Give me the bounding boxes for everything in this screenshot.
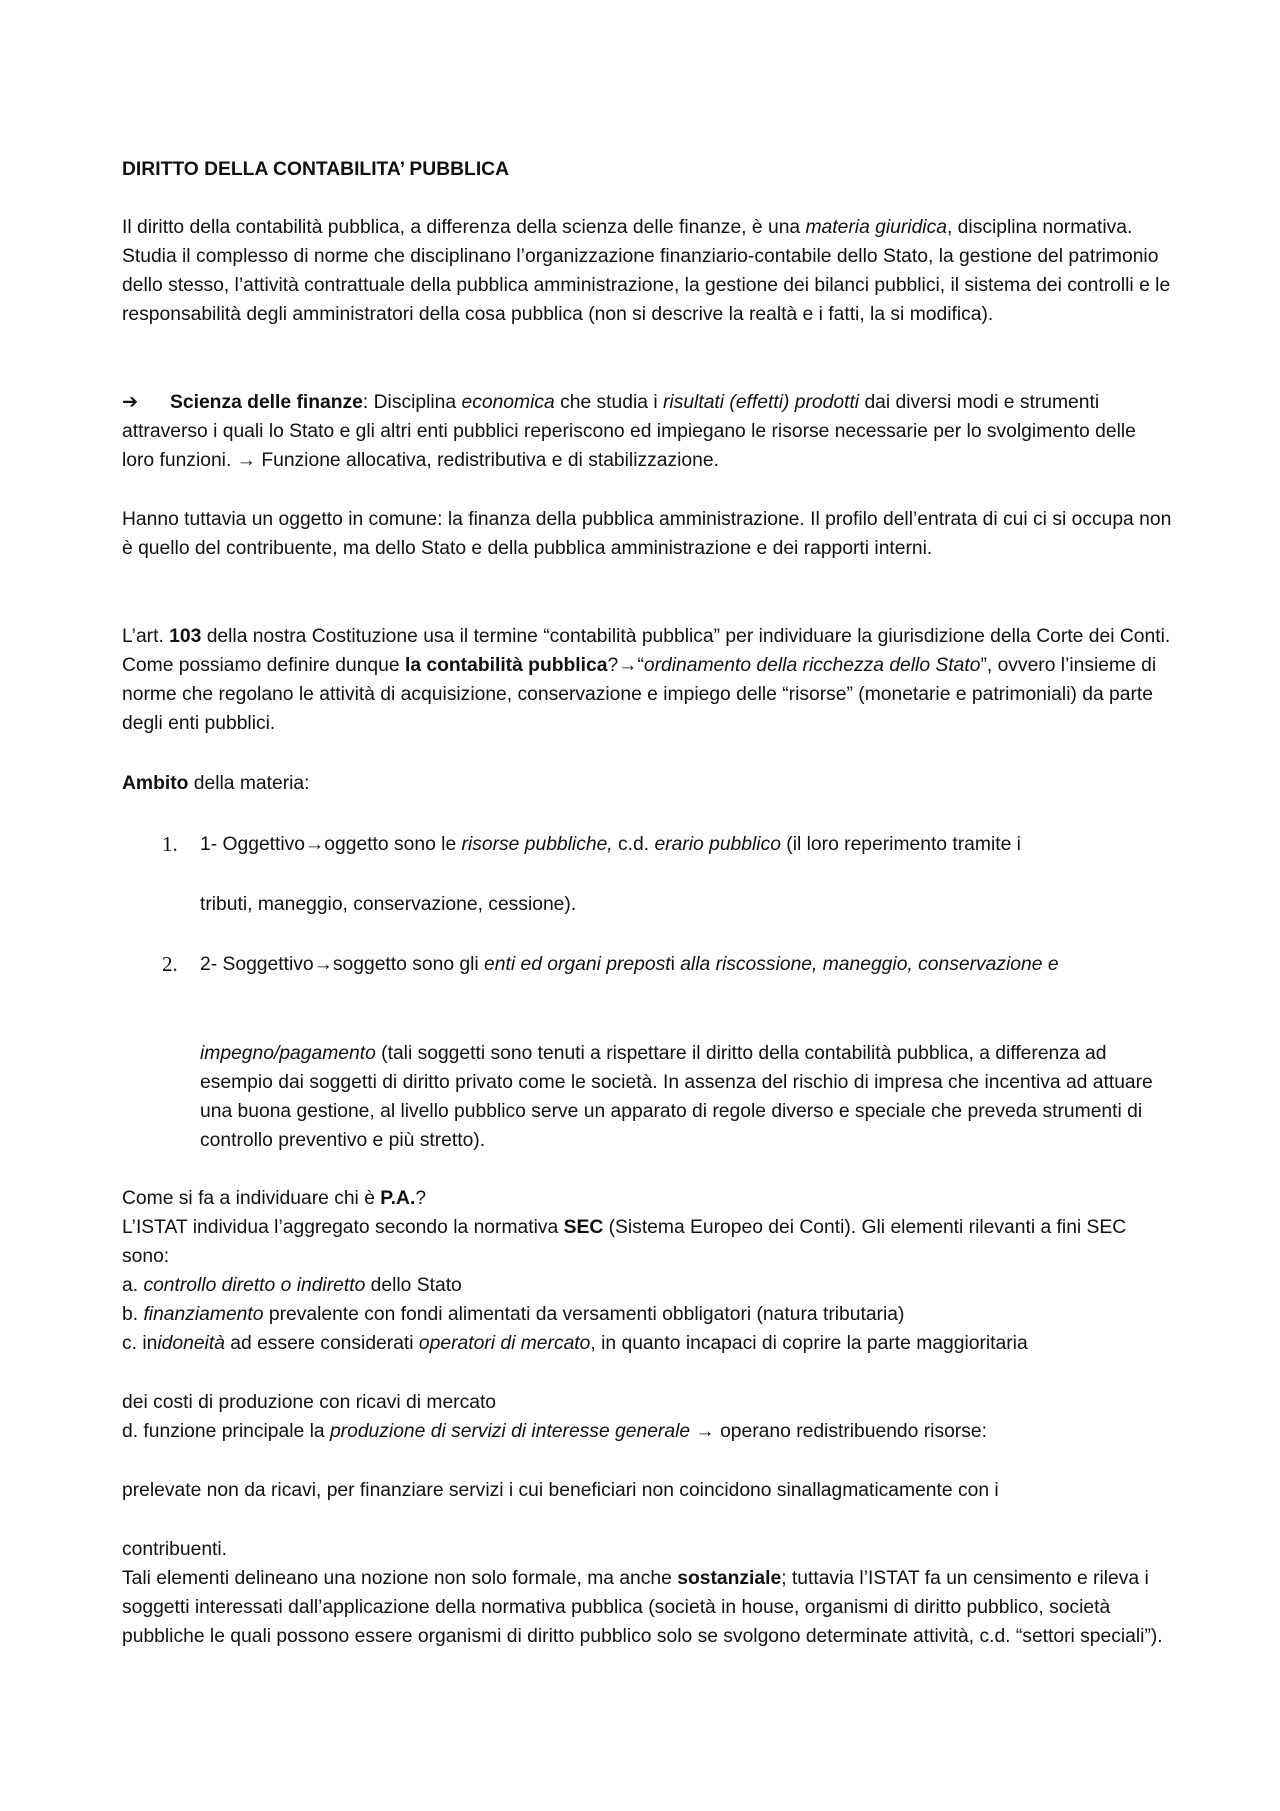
paragraph-pa-question: Come si fa a individuare chi è P.A.? <box>122 1188 427 1209</box>
list-number-1: 1. <box>162 832 178 856</box>
sec-item-c-cont: dei costi di produzione con ricavi di mercato <box>122 1392 497 1413</box>
paragraph-istat-sec: L’ISTAT individua l’aggregato secondo la normativa SEC (Sistema Europeo dei Conti). Gli elementi rilevanti a fini SEC sono: <box>122 1217 1127 1267</box>
sec-item-d: d. funzione principale la produzione di servizi di interesse generale → operano redistribuendo risorse: <box>122 1421 987 1442</box>
sec-item-c: c. inidoneità ad essere considerati operatori di mercato, in quanto incapaci di coprire la parte maggioritaria <box>122 1333 1028 1354</box>
paragraph-art-103: L’art. 103 della nostra Costituzione usa il termine “contabilità pubblica” per individuare la giurisdizione della Corte dei Conti. Come possiamo definire dunque la contabilità pubblica?→“ordinamento della ricchezza dello Stato”, ovvero l’insieme di norme che regolano le attività di acquisizione, conservazione e impiego delle “risorse” (monetarie e patrimoniali) da parte degli enti pubblici. <box>122 626 1171 734</box>
list-item-oggettivo: 1- Oggettivo→oggetto sono le risorse pubbliche, c.d. erario pubblico (il loro reperimento tramite i <box>200 834 1021 855</box>
arrow-bullet-icon: ➔ <box>122 392 139 413</box>
paragraph-sostanziale: Tali elementi delineano una nozione non solo formale, ma anche sostanziale; tuttavia l’ISTAT fa un censimento e rileva i soggetti interessati dall’applicazione della normativa pubblica (società in house, organismi di diritto pubblico, società pubbliche le quali possono essere organismi di diritto pubblico solo se svolgono determinate attività, c.d. “settori speciali”). <box>122 1568 1163 1647</box>
sec-item-d-cont: prelevate non da ricavi, per finanziare servizi i cui beneficiari non coincidono sinallagmaticamente con i <box>122 1480 999 1501</box>
ambito-heading: Ambito della materia: <box>122 773 310 794</box>
list-item-soggettivo-cont: impegno/pagamento (tali soggetti sono tenuti a rispettare il diritto della contabilità pubblica, a differenza ad esempio dai soggetti di diritto privato come le società. In assenza del rischio di impresa che incentiva ad attuare una buona gestione, al livello pubblico serve un apparato di regole diverso e speciale che preveda strumenti di controllo preventivo e più stretto). <box>200 1043 1153 1151</box>
list-item-oggettivo-cont: tributi, maneggio, conservazione, cessione). <box>200 894 577 915</box>
paragraph-intro: Il diritto della contabilità pubblica, a differenza della scienza delle finanze, è una materia giuridica, disciplina normativa. Studia il complesso di norme che disciplinano l’organizzazione finanziario-contabile dello Stato, la gestione del patrimonio dello stesso, l’attività contrattuale della pubblica amministrazione, la gestione dei bilanci pubblici, il sistema dei controlli e le responsabilità degli amministratori della cosa pubblica (non si descrive la realtà e i fatti, la si modifica). <box>122 217 1171 325</box>
list-item-soggettivo: 2- Soggettivo→soggetto sono gli enti ed organi preposti alla riscossione, maneggio, conservazione e <box>200 954 1059 975</box>
page-title: DIRITTO DELLA CONTABILITA’ PUBBLICA <box>122 159 510 180</box>
paragraph-oggetto-comune: Hanno tuttavia un oggetto in comune: la finanza della pubblica amministrazione. Il profilo dell’entrata di cui ci si occupa non è quello del contribuente, ma dello Stato e della pubblica amministrazione e dei rapporti interni. <box>122 509 1172 559</box>
sec-item-d-end: contribuenti. <box>122 1539 228 1560</box>
paragraph-scienza-finanze: ➔ Scienza delle finanze: Disciplina economica che studia i risultati (effetti) prodotti dai diversi modi e strumenti attraverso i quali lo Stato e gli altri enti pubblici reperiscono ed impiegano le risorse necessarie per lo svolgimento delle loro funzioni. → Funzione allocativa, redistributiva e di stabilizzazione. <box>122 388 1172 475</box>
sec-item-a: a. controllo diretto o indiretto dello Stato <box>122 1275 462 1296</box>
sec-item-b: b. finanziamento prevalente con fondi alimentati da versamenti obbligatori (natura tributaria) <box>122 1304 905 1325</box>
list-number-2: 2. <box>162 952 178 976</box>
